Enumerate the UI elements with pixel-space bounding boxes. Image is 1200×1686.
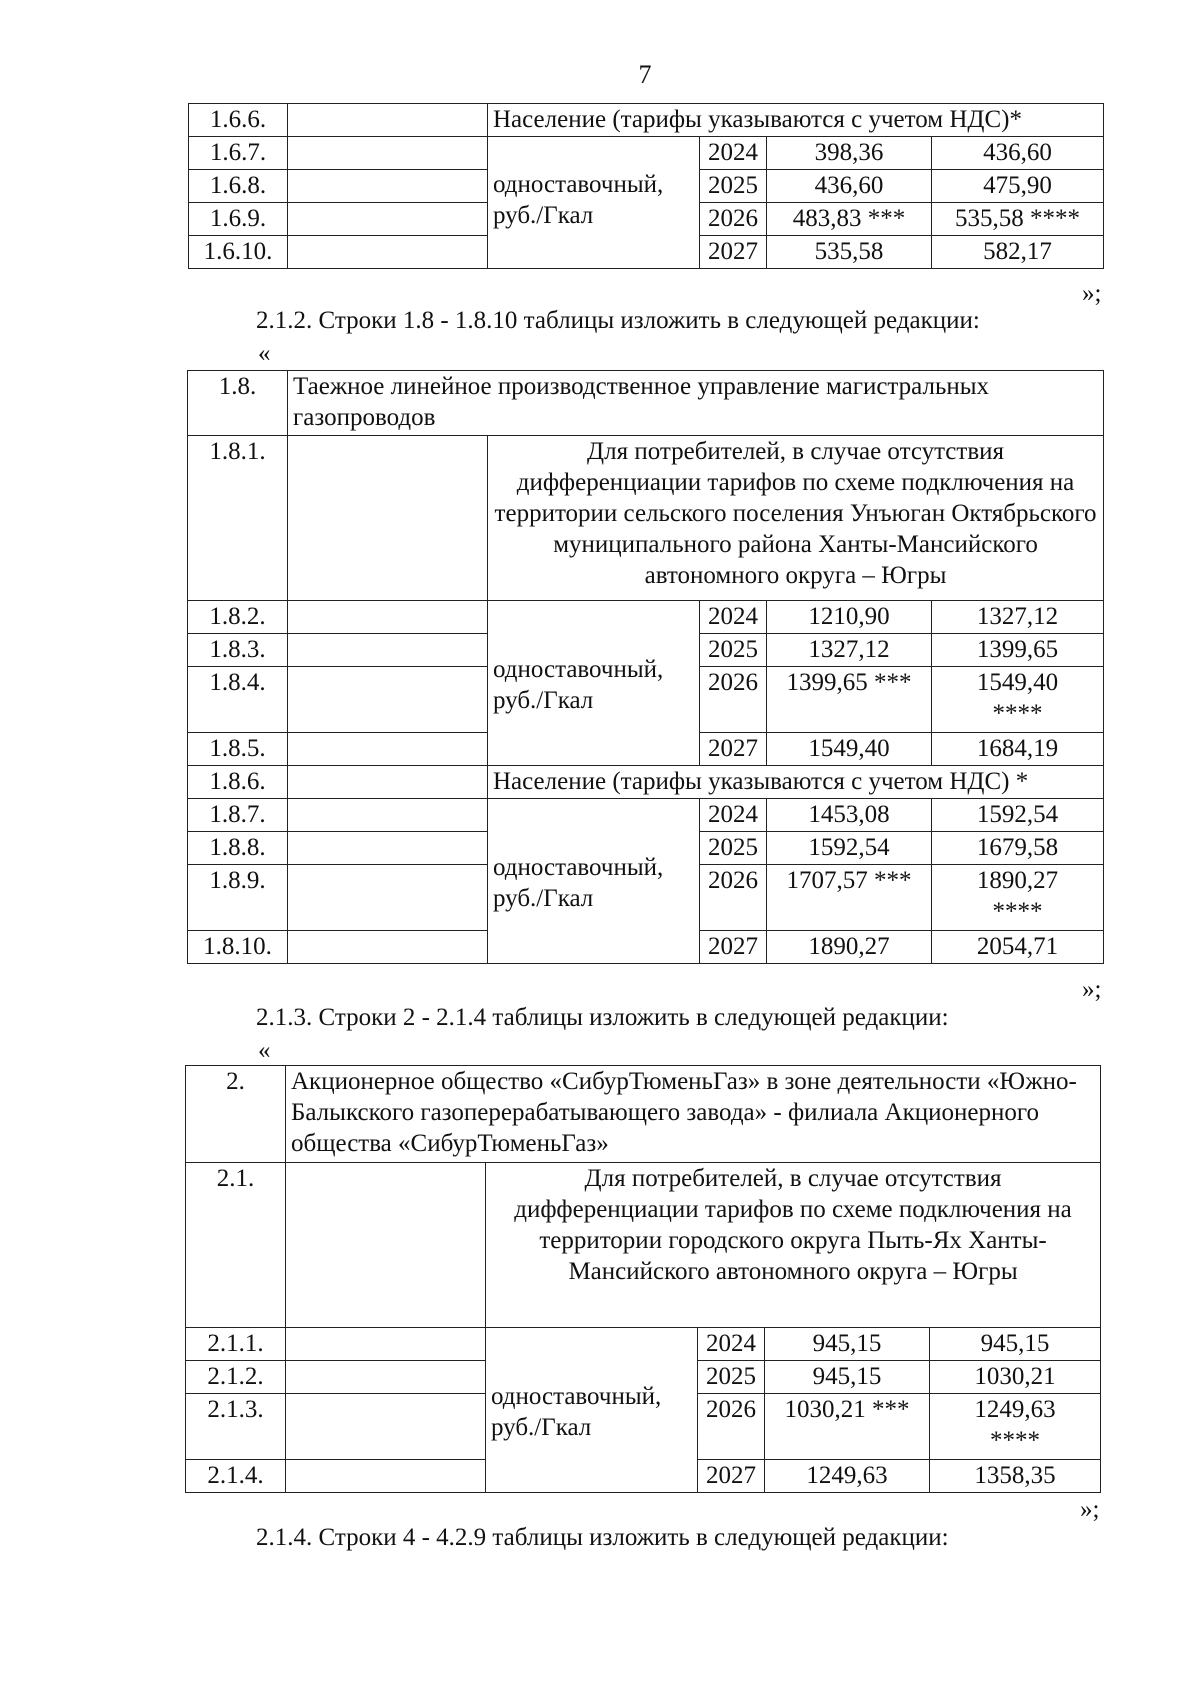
row-number: 2.	[186, 1066, 286, 1163]
tariff-value: 1592,54	[767, 832, 932, 865]
tariff-value: 1249,63	[974, 1396, 1056, 1423]
row-number: 1.8.8.	[188, 832, 288, 865]
empty-cell	[286, 1460, 486, 1493]
row-heading: Таежное линейное производственное управление магистральных газопроводов	[288, 371, 1104, 436]
tariff-value: 483,83 ***	[767, 203, 932, 236]
year-cell: 2026	[700, 865, 767, 931]
year-cell: 2025	[700, 634, 767, 667]
tariff-value: 945,15	[765, 1328, 930, 1361]
tariff-value: 1684,19	[932, 733, 1104, 766]
closing-quote: »;	[1082, 976, 1102, 1003]
year-cell: 2026	[698, 1394, 765, 1460]
empty-cell	[288, 667, 488, 733]
year-cell: 2026	[700, 203, 767, 236]
row-number: 1.8.7.	[188, 799, 288, 832]
amendment-paragraph: 2.1.4. Строки 4 - 4.2.9 таблицы изложить в следующей редакции:	[256, 1524, 949, 1551]
tariff-value: 2054,71	[932, 931, 1104, 964]
empty-cell	[288, 766, 488, 799]
tariff-value: 1249,63	[765, 1460, 930, 1493]
closing-quote: »;	[1080, 1496, 1100, 1523]
empty-cell	[288, 104, 488, 137]
tariff-value: 1707,57 ***	[767, 865, 932, 931]
row-number: 1.6.9.	[189, 203, 288, 236]
empty-cell	[288, 601, 488, 634]
empty-cell	[288, 236, 488, 269]
tariff-value: 1453,08	[767, 799, 932, 832]
tariff-value: 945,15	[930, 1328, 1101, 1361]
tariff-footnote-mark: ****	[992, 898, 1043, 925]
row-number: 1.8.3.	[188, 634, 288, 667]
empty-cell	[288, 436, 488, 601]
row-number: 1.6.8.	[189, 170, 288, 203]
year-cell: 2026	[700, 667, 767, 733]
tariff-value: 1399,65 ***	[767, 667, 932, 733]
table-row	[189, 104, 1104, 137]
tariff-value: 1327,12	[932, 601, 1104, 634]
empty-cell	[288, 137, 488, 170]
tariff-value: 398,36	[767, 137, 932, 170]
table-row	[188, 371, 1104, 436]
row-number: 1.6.6.	[189, 104, 288, 137]
row-number: 2.1.3.	[186, 1394, 286, 1460]
tariff-value: 1890,27	[767, 931, 932, 964]
year-cell: 2025	[698, 1361, 765, 1394]
table-row	[188, 601, 1104, 634]
empty-cell	[288, 733, 488, 766]
row-number: 1.8.6.	[188, 766, 288, 799]
year-cell: 2027	[700, 931, 767, 964]
empty-cell	[286, 1328, 486, 1361]
empty-cell	[288, 865, 488, 931]
tariff-value: 1679,58	[932, 832, 1104, 865]
tariff-value: 1592,54	[932, 799, 1104, 832]
year-cell: 2024	[700, 137, 767, 170]
year-cell: 2024	[700, 601, 767, 634]
page-number: 7	[638, 60, 652, 89]
empty-cell	[288, 203, 488, 236]
year-cell: 2027	[698, 1460, 765, 1493]
tariff-value: 1030,21	[930, 1361, 1101, 1394]
row-number: 1.8.10.	[188, 931, 288, 964]
row-number: 1.8.2.	[188, 601, 288, 634]
tariff-value: 1890,27	[976, 867, 1059, 894]
year-cell: 2024	[698, 1328, 765, 1361]
row-heading: Для потребителей, в случае отсутствия дифференциации тарифов по схеме подключения на территории сельского поселения Унъюган Октябрьского муниципального района Ханты-Мансийского автономного округа – Югры	[488, 436, 1104, 601]
table-row	[186, 1066, 1101, 1163]
tariff-value: 475,90	[932, 170, 1104, 203]
row-heading: Население (тарифы указываются с учетом НДС) *	[488, 766, 1104, 799]
row-number: 2.1.4.	[186, 1460, 286, 1493]
table-row	[188, 799, 1104, 832]
tariff-value-cell	[930, 1394, 1101, 1460]
table-row	[188, 766, 1104, 799]
year-cell: 2027	[700, 733, 767, 766]
row-number: 1.8.	[188, 371, 288, 436]
tariff-value: 535,58	[767, 236, 932, 269]
row-number: 2.1.1.	[186, 1328, 286, 1361]
empty-cell	[288, 634, 488, 667]
empty-cell	[288, 931, 488, 964]
table-row	[188, 436, 1104, 601]
tariff-value: 945,15	[765, 1361, 930, 1394]
empty-cell	[288, 170, 488, 203]
tariff-footnote-mark: ****	[992, 700, 1043, 727]
amendment-paragraph: 2.1.3. Строки 2 - 2.1.4 таблицы изложить в следующей редакции:	[256, 1004, 949, 1031]
tariff-footnote-mark: ****	[990, 1427, 1041, 1454]
tariff-value: 1358,35	[930, 1460, 1101, 1493]
tariff-table-1	[188, 103, 1104, 269]
tariff-table-2	[187, 370, 1104, 964]
tariff-value: 436,60	[767, 170, 932, 203]
row-number: 1.8.4.	[188, 667, 288, 733]
opening-quote: «	[258, 1037, 271, 1064]
amendment-paragraph: 2.1.2. Строки 1.8 - 1.8.10 таблицы изложить в следующей редакции:	[256, 307, 980, 334]
tariff-value: 436,60	[932, 137, 1104, 170]
empty-cell	[286, 1163, 486, 1328]
empty-cell	[286, 1394, 486, 1460]
tariff-value: 1030,21 ***	[765, 1394, 930, 1460]
empty-cell	[286, 1361, 486, 1394]
year-cell: 2025	[700, 832, 767, 865]
opening-quote: «	[258, 340, 271, 367]
empty-cell	[288, 832, 488, 865]
tariff-value-cell	[932, 667, 1104, 733]
rate-type-cell: одноставочный, руб./Гкал	[488, 137, 700, 269]
tariff-value: 1549,40	[767, 733, 932, 766]
year-cell: 2024	[700, 799, 767, 832]
year-cell: 2025	[700, 170, 767, 203]
rate-type-cell: одноставочный, руб./Гкал	[488, 799, 700, 964]
tariff-table-3	[185, 1065, 1101, 1493]
tariff-value: 1210,90	[767, 601, 932, 634]
tariff-value: 582,17	[932, 236, 1104, 269]
rate-type-cell: одноставочный, руб./Гкал	[486, 1328, 698, 1493]
row-number: 2.1.2.	[186, 1361, 286, 1394]
tariff-value: 535,58 ****	[932, 203, 1104, 236]
table-row	[186, 1328, 1101, 1361]
row-heading: Население (тарифы указываются с учетом НДС)*	[488, 104, 1104, 137]
closing-quote: »;	[1082, 280, 1102, 307]
row-number: 1.8.5.	[188, 733, 288, 766]
row-heading: Акционерное общество «СибурТюменьГаз» в зоне деятельности «Южно-Балыкского газоперерабатывающего завода» - филиала Акционерного общества «СибурТюменьГаз»	[286, 1066, 1101, 1163]
tariff-value: 1327,12	[767, 634, 932, 667]
tariff-value-cell	[932, 865, 1104, 931]
row-number: 1.8.9.	[188, 865, 288, 931]
table-row	[186, 1163, 1101, 1328]
row-number: 1.6.7.	[189, 137, 288, 170]
tariff-value: 1399,65	[932, 634, 1104, 667]
empty-cell	[288, 799, 488, 832]
year-cell: 2027	[700, 236, 767, 269]
row-number: 1.8.1.	[188, 436, 288, 601]
row-number: 1.6.10.	[189, 236, 288, 269]
tariff-value: 1549,40	[976, 669, 1059, 696]
table-row	[189, 137, 1104, 170]
rate-type-cell: одноставочный, руб./Гкал	[488, 601, 700, 766]
row-number: 2.1.	[186, 1163, 286, 1328]
row-heading: Для потребителей, в случае отсутствия дифференциации тарифов по схеме подключения на территории городского округа Пыть-Ях Ханты-Мансийского автономного округа – Югры	[486, 1163, 1101, 1328]
